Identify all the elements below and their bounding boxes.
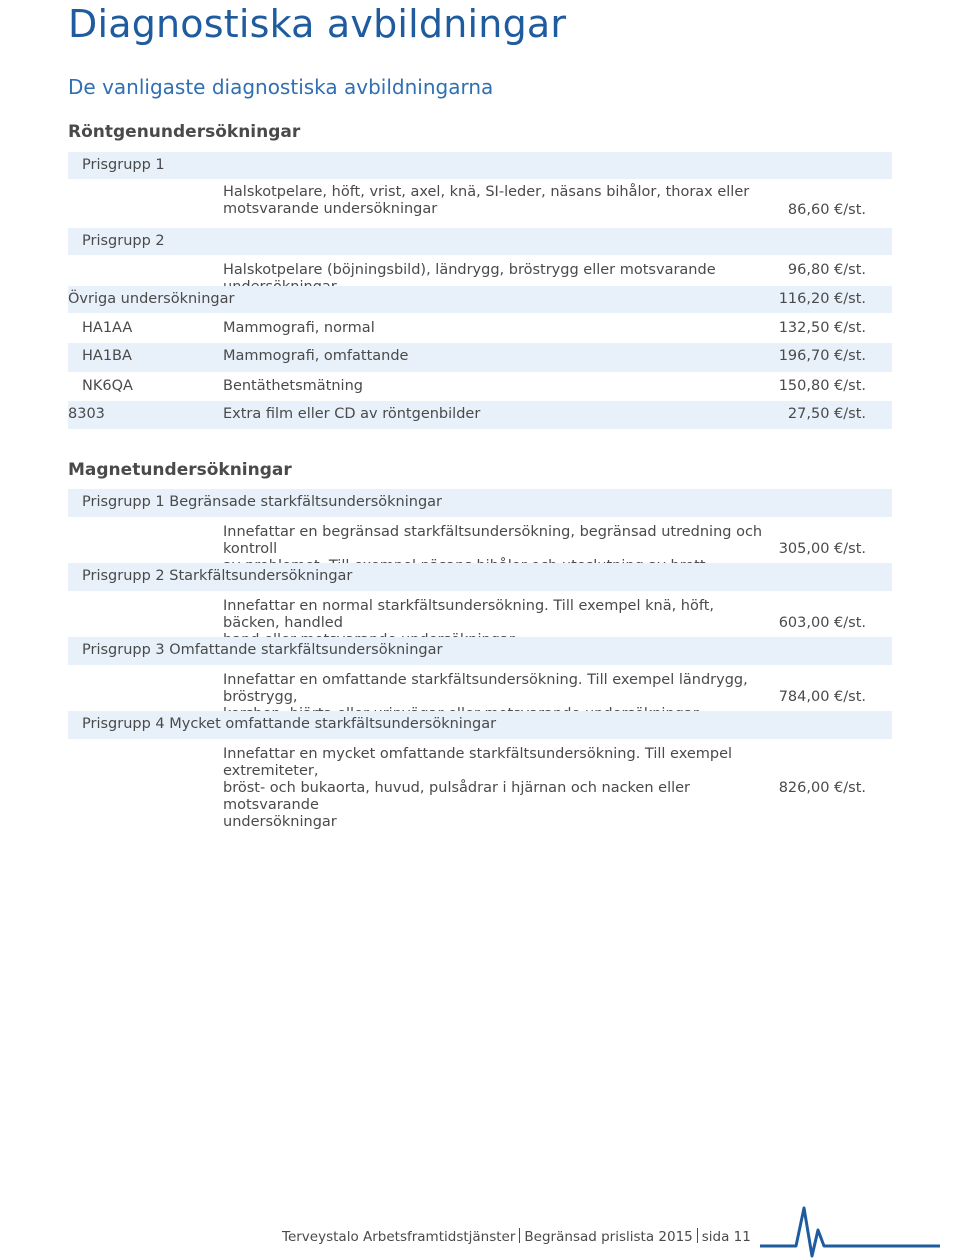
table-row	[68, 401, 892, 429]
xray-group1-row	[68, 179, 892, 228]
item-code: 8303	[68, 406, 105, 422]
mri-price-table	[68, 489, 892, 830]
xray-group2-desc: Halskotpelare (böjningsbild), ländrygg, bröstrygg eller motsvarande	[223, 262, 716, 278]
mri-desc-line: Innefattar en omfattande starkfältsundersökning. Till exempel ländrygg, bröstrygg,	[223, 672, 748, 705]
mri-desc-line: undersökningar	[223, 814, 337, 830]
mri-group-label: Prisgrupp 2 Starkfältsundersökningar	[82, 568, 353, 584]
mri-group-row	[68, 739, 892, 830]
footer-separator	[697, 1228, 698, 1243]
mri-group-price: 305,00 €/st.	[778, 541, 866, 557]
item-desc: Mammografi, normal	[223, 320, 375, 336]
pulse-line-icon	[760, 1200, 940, 1258]
item-price: 27,50 €/st.	[787, 406, 866, 422]
item-code: HA1AA	[82, 320, 133, 336]
table-row	[68, 313, 892, 343]
mri-group-row	[68, 591, 892, 637]
mri-group-row	[68, 665, 892, 711]
xray-group2-label: Prisgrupp 2	[82, 233, 165, 249]
footer-document: Begränsad prislista 2015	[524, 1229, 693, 1245]
item-price: 132,50 €/st.	[778, 320, 866, 336]
mri-group-header	[68, 711, 892, 739]
mri-group-price: 603,00 €/st.	[778, 615, 866, 631]
footer-separator	[519, 1228, 520, 1243]
xray-group2-header	[68, 228, 892, 255]
xray-other-row	[68, 286, 892, 313]
footer-company: Terveystalo Arbetsframtidstjänster	[282, 1229, 516, 1245]
mri-desc-line: Innefattar en mycket omfattande starkfältsundersökning. Till exempel extremiteter,	[223, 746, 733, 779]
xray-group1-header	[68, 152, 892, 179]
mri-group-label: Prisgrupp 1 Begränsade starkfältsundersökningar	[82, 494, 443, 510]
xray-group1-desc	[223, 184, 772, 218]
mri-heading: Magnetundersökningar	[68, 460, 292, 480]
footer-page: sida 11	[701, 1229, 751, 1245]
item-code: NK6QA	[82, 378, 133, 394]
mri-desc-line: Innefattar en begränsad starkfältsundersökning, begränsad utredning och kontroll	[223, 524, 763, 557]
table-row	[68, 343, 892, 372]
page-subtitle: De vanligaste diagnostiska avbildningarna	[68, 75, 494, 99]
xray-heading: Röntgenundersökningar	[68, 122, 301, 142]
xray-group2-row	[68, 255, 892, 286]
item-price: 196,70 €/st.	[778, 348, 866, 364]
item-desc: Bentäthetsmätning	[223, 378, 363, 394]
mri-group-header	[68, 489, 892, 517]
xray-other-label: Övriga undersökningar	[68, 291, 235, 307]
xray-group1-desc-line: Halskotpelare, höft, vrist, axel, knä, SI-leder, näsans bihålor, thorax eller	[223, 184, 750, 200]
item-price: 150,80 €/st.	[778, 378, 866, 394]
xray-group2-price: 96,80 €/st.	[787, 262, 866, 278]
mri-group-header	[68, 637, 892, 665]
xray-group1-label: Prisgrupp 1	[82, 157, 165, 173]
table-row	[68, 372, 892, 401]
page-title: Diagnostiska avbildningar	[68, 2, 567, 46]
xray-group1-price: 86,60 €/st.	[787, 202, 866, 218]
mri-group-header	[68, 563, 892, 591]
item-desc: Mammografi, omfattande	[223, 348, 409, 364]
page-footer	[282, 1228, 751, 1245]
mri-group-price: 784,00 €/st.	[778, 689, 866, 705]
xray-price-table	[68, 152, 892, 429]
item-desc: Extra film eller CD av röntgenbilder	[223, 406, 481, 422]
mri-desc-line: bröst- och bukaorta, huvud, pulsådrar i hjärnan och nacken eller motsvarande	[223, 780, 691, 813]
item-code: HA1BA	[82, 348, 132, 364]
mri-group-row	[68, 517, 892, 563]
xray-other-price: 116,20 €/st.	[778, 291, 866, 307]
mri-group-label: Prisgrupp 4 Mycket omfattande starkfältsundersökningar	[82, 716, 497, 732]
mri-group-price: 826,00 €/st.	[778, 780, 866, 796]
mri-group-desc	[223, 746, 772, 831]
mri-group-label: Prisgrupp 3 Omfattande starkfältsundersökningar	[82, 642, 443, 658]
xray-group1-desc-line: motsvarande undersökningar	[223, 201, 438, 217]
mri-desc-line: Innefattar en normal starkfältsundersökning. Till exempel knä, höft, bäcken, handled	[223, 598, 715, 631]
